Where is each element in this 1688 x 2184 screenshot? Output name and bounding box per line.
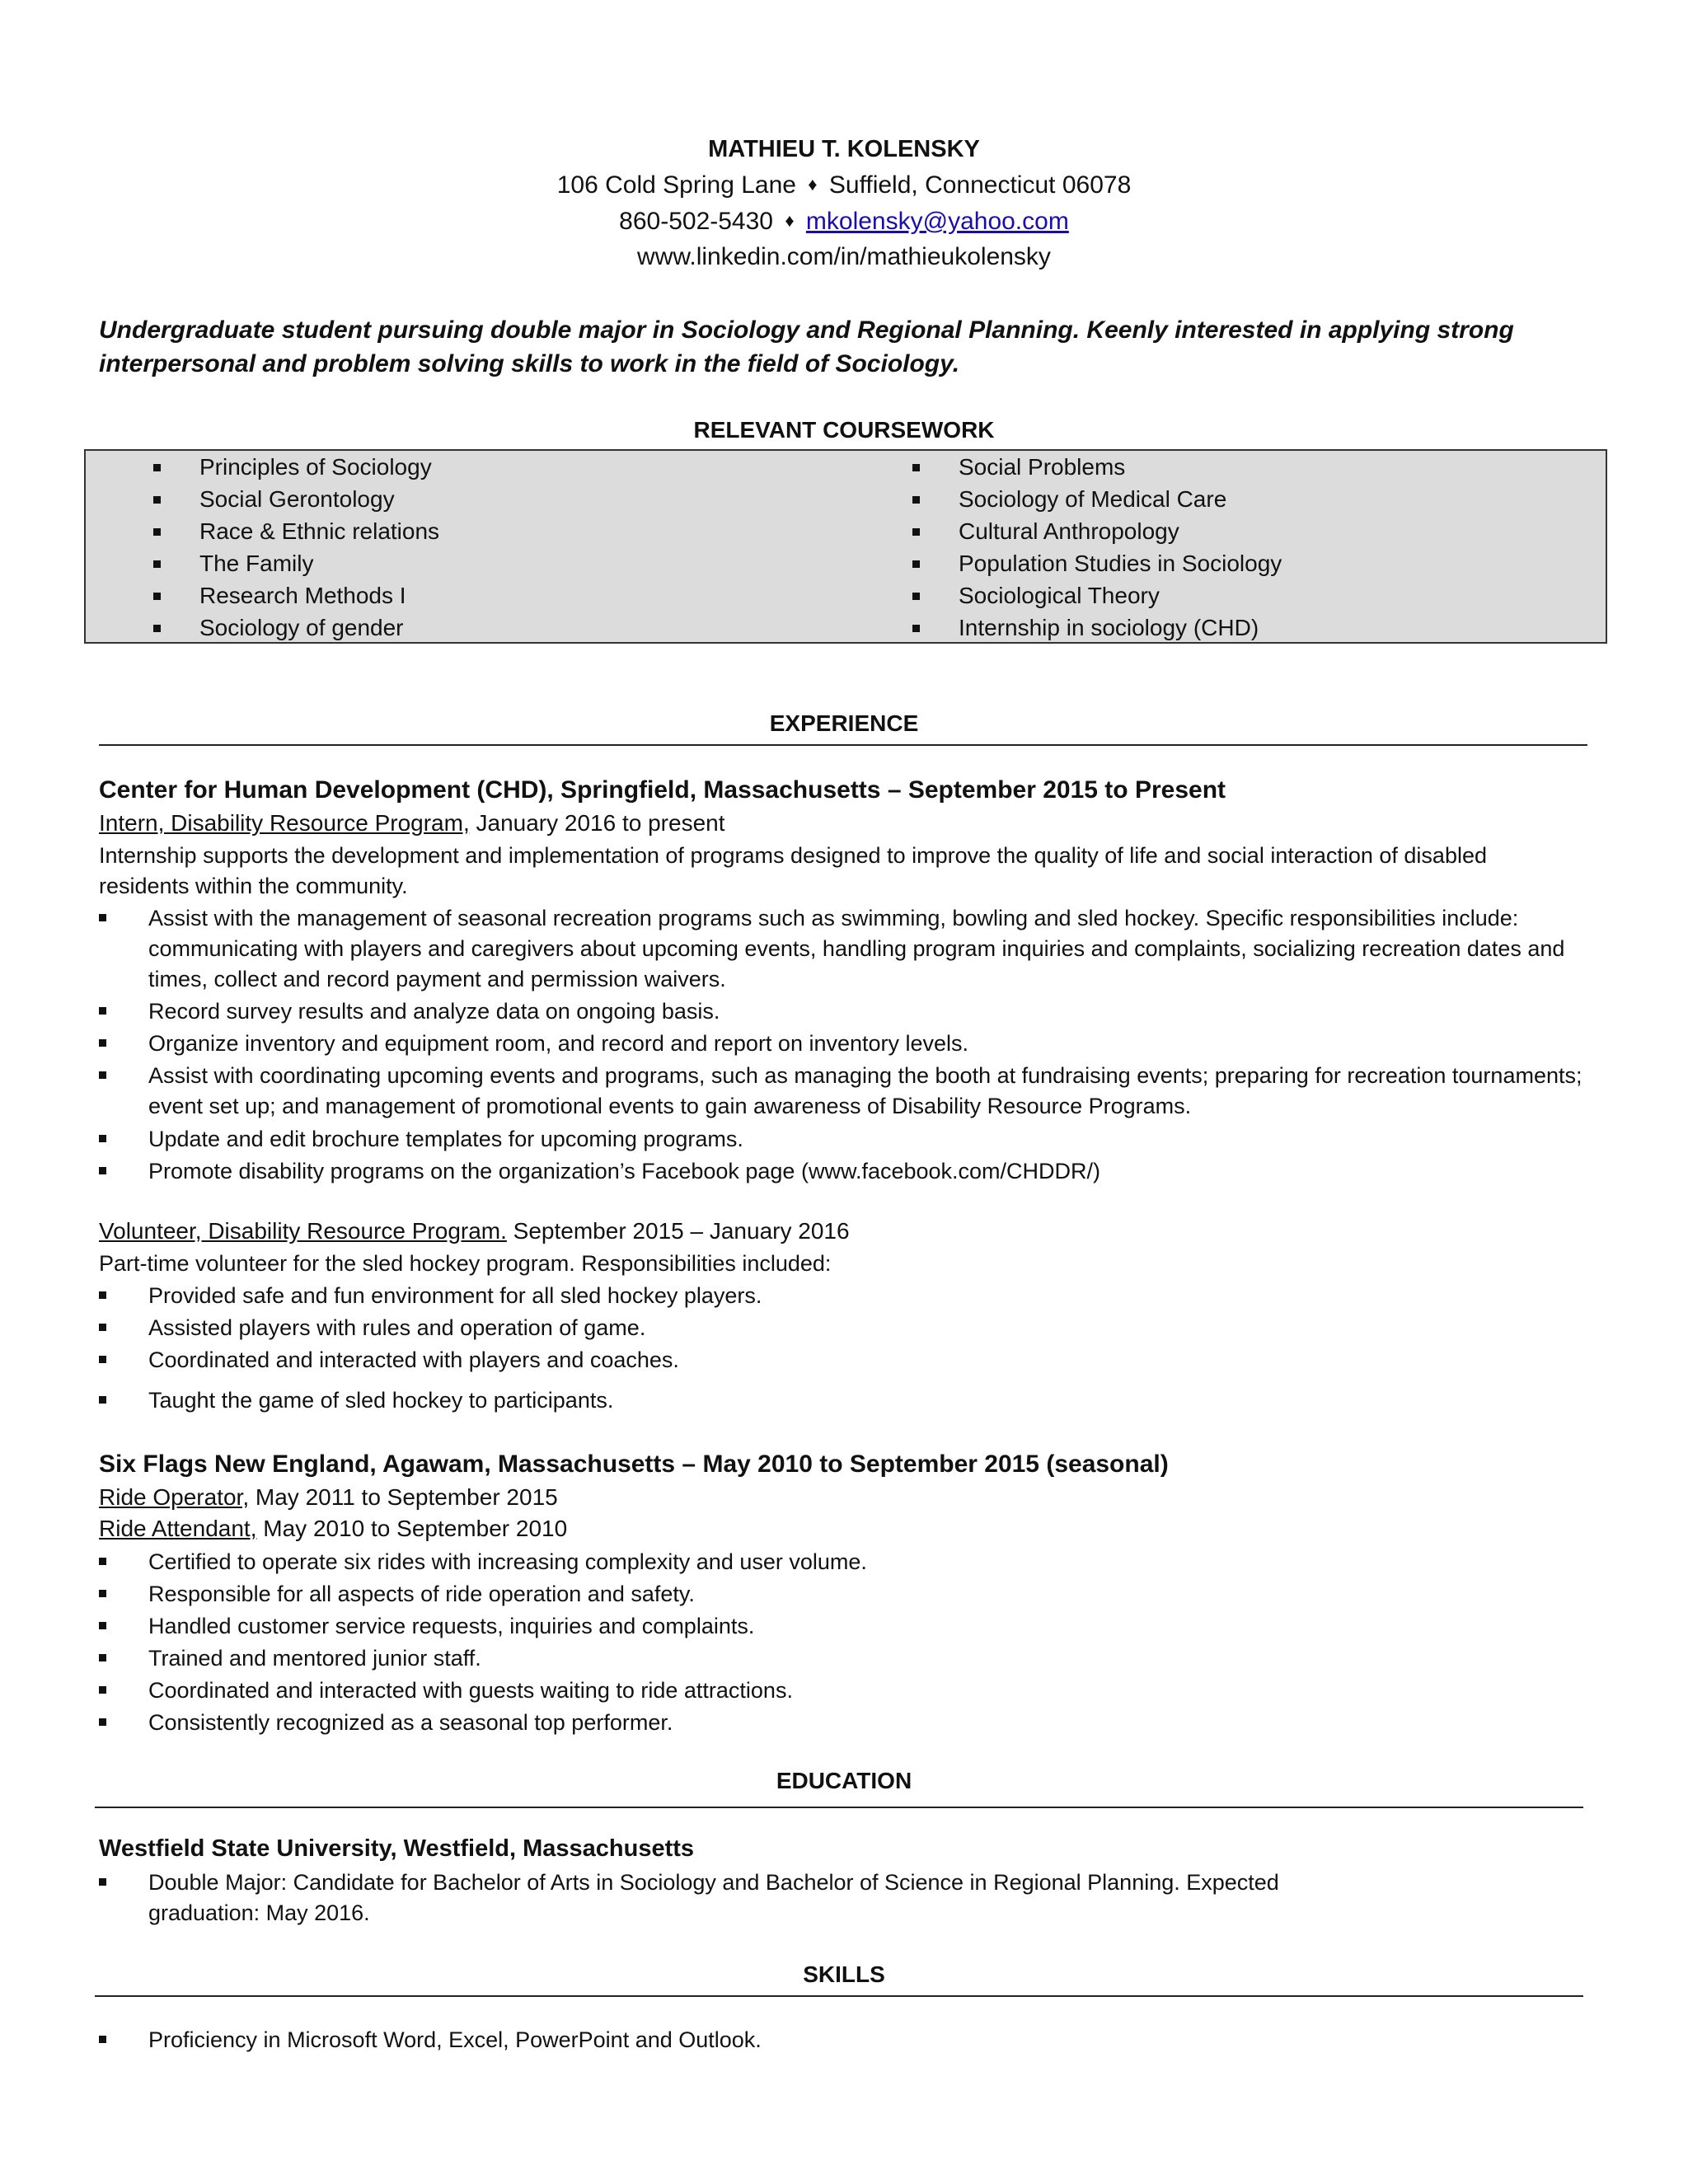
bullet-icon: [153, 496, 161, 504]
bullet-icon: [99, 1324, 106, 1331]
bullet-icon: [153, 464, 161, 471]
bullet-icon: [99, 1356, 106, 1363]
role-dates: May 2010 to September 2010: [256, 1516, 568, 1541]
role-dates: January 2016 to present: [469, 810, 725, 836]
role-line-attendant: [99, 1516, 567, 1542]
role-dates: May 2011 to September 2015: [249, 1484, 558, 1510]
bullet-icon: [153, 625, 161, 632]
role-title: Ride Operator,: [99, 1484, 250, 1510]
diamond-separator-icon: ♦: [808, 174, 818, 194]
role-title: Ride Attendant,: [99, 1516, 257, 1541]
experience-title: EXPERIENCE: [769, 710, 919, 736]
school-heading: Westfield State University, Westfield, Massachusetts: [99, 1835, 695, 1862]
email-link[interactable]: mkolensky@yahoo.com: [805, 208, 1069, 235]
bullet-icon: [99, 1071, 106, 1079]
bullet-icon: [912, 496, 920, 504]
bullet-icon: [99, 1558, 106, 1565]
role-line-volunteer: [99, 1218, 850, 1244]
bullet-icon: [99, 1590, 106, 1597]
bullet-icon: [99, 1291, 106, 1299]
phone-number: 860-502-5430: [619, 208, 773, 235]
bullet-icon: [153, 593, 161, 600]
section-divider: [95, 1807, 1583, 1808]
company-heading-chd: Center for Human Development (CHD), Springfield, Massachusetts – September 2015 to Present: [99, 776, 1226, 804]
candidate-name: MATHIEU T. KOLENSKY: [708, 136, 980, 162]
bullet-icon: [912, 464, 920, 471]
bullet-icon: [99, 1167, 106, 1174]
bullet-icon: [99, 1622, 106, 1629]
coursework-title: RELEVANT COURSEWORK: [693, 417, 995, 443]
bullet-icon: [99, 914, 106, 921]
role-title: Intern, Disability Resource Program,: [99, 810, 470, 836]
role-dates: September 2015 – January 2016: [506, 1218, 850, 1244]
bullet-icon: [912, 593, 920, 600]
bullet-icon: [99, 1039, 106, 1047]
skills-title: SKILLS: [803, 1961, 885, 1987]
bullet-icon: [912, 560, 920, 568]
bullet-icon: [99, 2036, 106, 2043]
city-state-zip: Suffield, Connecticut 06078: [828, 171, 1132, 199]
section-divider: [99, 744, 1587, 746]
bullet-icon: [99, 1654, 106, 1661]
education-title: EDUCATION: [776, 1768, 912, 1793]
bullet-icon: [99, 1686, 106, 1694]
role-line-intern: [99, 810, 725, 837]
bullet-icon: [912, 528, 920, 536]
street-address: 106 Cold Spring Lane: [556, 171, 796, 199]
bullet-icon: [99, 1718, 106, 1726]
coursework-box: Principles of Sociology Social Gerontology Race & Ethnic relations The Family Research Methods I Sociology of gender Social Problems Sociology of Medical Care Cultural Anthropology Population Studies in Sociology Sociological Theory Internship in sociology (CHD): [84, 449, 1607, 644]
bullet-icon: [99, 1135, 106, 1142]
diamond-separator-icon: ♦: [785, 210, 795, 231]
role-description: Part-time volunteer for the sled hockey program. Responsibilities included:: [99, 1251, 832, 1276]
bullet-icon: [153, 528, 161, 536]
objective-statement: Undergraduate student pursuing double major in Sociology and Regional Planning. Keenly interested in applying strong interpersonal and problem solving skills to work in the field of Sociology.: [99, 316, 1514, 377]
bullet-icon: [99, 1878, 106, 1886]
bullet-icon: [99, 1396, 106, 1404]
bullet-icon: [912, 625, 920, 632]
address-line: [0, 171, 1688, 199]
role-title: Volunteer, Disability Resource Program.: [99, 1218, 507, 1244]
company-heading-sixflags: Six Flags New England, Agawam, Massachusetts – May 2010 to September 2015 (seasonal): [99, 1451, 1169, 1478]
bullet-icon: [153, 560, 161, 568]
phone-email-line: [0, 208, 1688, 236]
section-divider: [95, 1995, 1583, 1997]
role-description: Internship supports the development and implementation of programs designed to improve the quality of life and social interaction of disabled residents within the community.: [99, 843, 1487, 898]
bullet-icon: [99, 1007, 106, 1015]
linkedin-url: www.linkedin.com/in/mathieukolensky: [637, 243, 1051, 270]
resume-page: MATHIEU T. KOLENSKY 106 Cold Spring Lane ♦ Suffield, Connecticut 06078 860-502-5430 ♦ mkolensky@yahoo.com www.linkedin.com/in/mathieukolensky Undergraduate student pursuing double major in Sociology and Regional Planning. Keenly interested in applying strong interpersonal and problem solving skills to work in the field of Sociology. RELEVANT COURSEWORK Principles of Sociology Social Gerontology Race & Ethnic relations The Family Research Methods I Sociology of gender Social Problems Sociology of Medical Care Cultural Anthropology Population Studies in Sociology Sociological Theory Internship in sociology (CHD) EXPERIENCE Center for Human Development (CHD), Springfield, Massachusetts – September 2015 to Present Intern, Disability Resource Program, January 2016 to present Internship supports the development and implementation of programs designed to improve the quality of life and social interaction of disabled residents within the community. Assist with the management of seasonal recreation programs such as swimming, bowling and sled hockey. Specific responsibilities include: communicating with players and caregivers about upcoming events, handling program inquiries and complaints, socializing recreation dates and times, collect and record payment and permission waivers. Record survey results and analyze data on ongoing basis. Organize inventory and equipment room, and record and report on inventory levels. Assist with coordinating upcoming events and programs, such as managing the booth at fundraising events; preparing for recreation tournaments; event set up; and management of promotional events to gain awareness of Disability Resource Programs. Update and edit brochure templates for upcoming programs. Promote disability programs on the organization’s Facebook page (www.facebook.com/CHDDR/) Volunteer, Disability Resource Program. September 2015 – January 2016 Part-time volunteer for the sled hockey program. Responsibilities included: Provided safe and fun environment for all sled hockey players. Assisted players with rules and operation of game. Coordinated and interacted with players and coaches. Taught the game of sled hockey to participants. Six Flags New England, Agawam, Massachusetts – May 2010 to September 2015 (seasonal) Ride Operator, May 2011 to September 2015 Ride Attendant, May 2010 to September 2010 Certified to operate six rides with increasing complexity and user volume. Responsible for all aspects of ride operation and safety. Handled customer service requests, inquiries and complaints. Trained and mentored junior staff. Coordinated and interacted with guests waiting to ride attractions. Consistently recognized as a seasonal top performer. EDUCATION Westfield State University, Westfield, Massachusetts Double Major: Candidate for Bachelor of Arts in Sociology and Bachelor of Science in Regional Planning. Expected graduation: May 2016. SKILLS Proficiency in Microsoft Word, Excel, PowerPoint and Outlook.: [0, 0, 1688, 2184]
role-line-operator: [99, 1484, 558, 1511]
